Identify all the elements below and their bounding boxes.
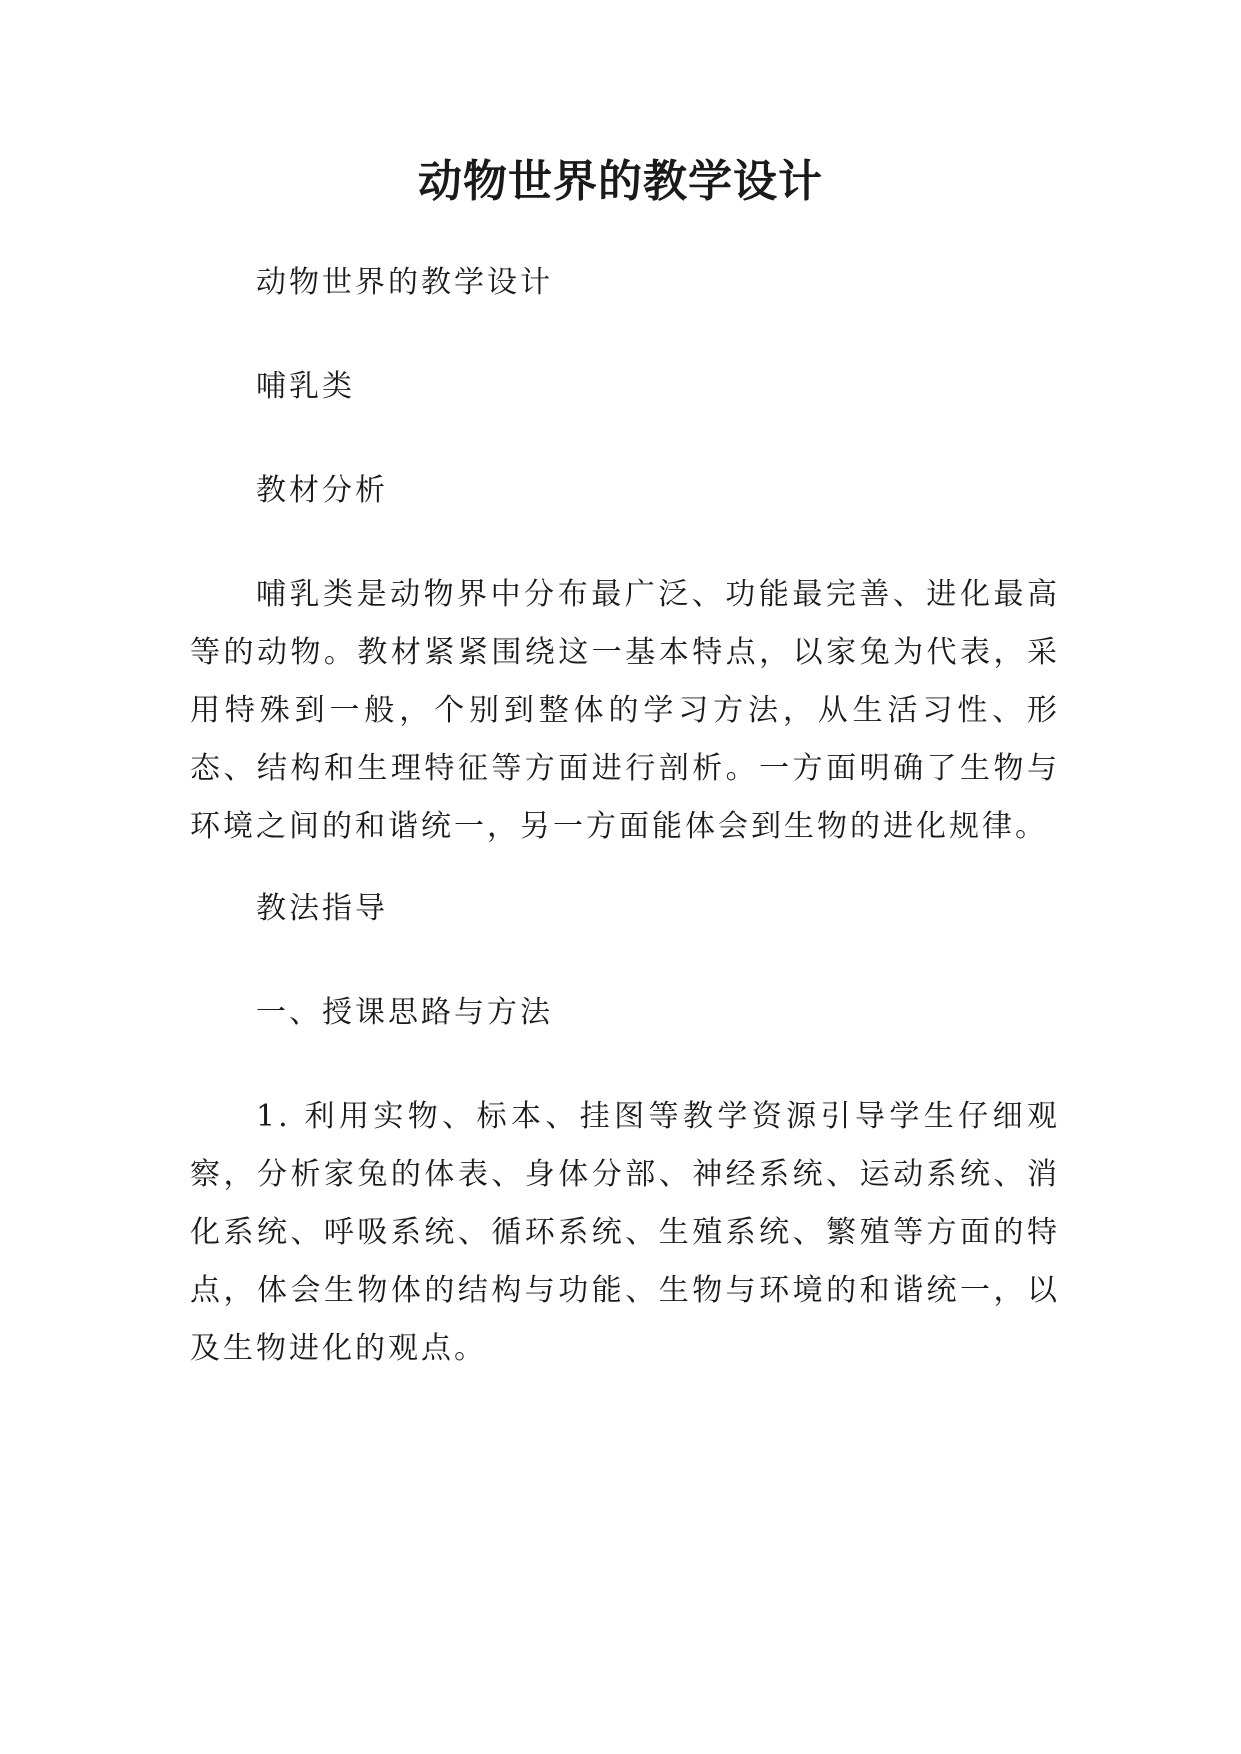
section-heading-material-analysis: 教材分析 (256, 473, 388, 508)
document-title: 动物世界的教学设计 (418, 156, 823, 207)
section-heading-mammals: 哺乳类 (256, 369, 355, 404)
teaching-approach-item-1: 1. 利用实物、标本、挂图等教学资源引导学生仔细观察，分析家兔的体表、身体分部、神经系统、运动系统、消化系统、呼吸系统、循环系统、生殖系统、繁殖等方面的特点，体会生物体的结构与功能、生物与环境的和谐统一，以及生物进化的观点。 (190, 1099, 1060, 1366)
subtitle-paragraph: 动物世界的教学设计 (256, 265, 553, 300)
section-heading-teaching-approach: 一、授课思路与方法 (256, 995, 553, 1030)
material-analysis-paragraph: 哺乳类是动物界中分布最广泛、功能最完善、进化最高等的动物。教材紧紧围绕这一基本特点，以家兔为代表，采用特殊到一般，个别到整体的学习方法，从生活习性、形态、结构和生理特征等方面进行剖析。一方面明确了生物与环境之间的和谐统一，另一方面能体会到生物的进化规律。 (190, 577, 1060, 844)
section-heading-teaching-guidance: 教法指导 (256, 891, 388, 926)
